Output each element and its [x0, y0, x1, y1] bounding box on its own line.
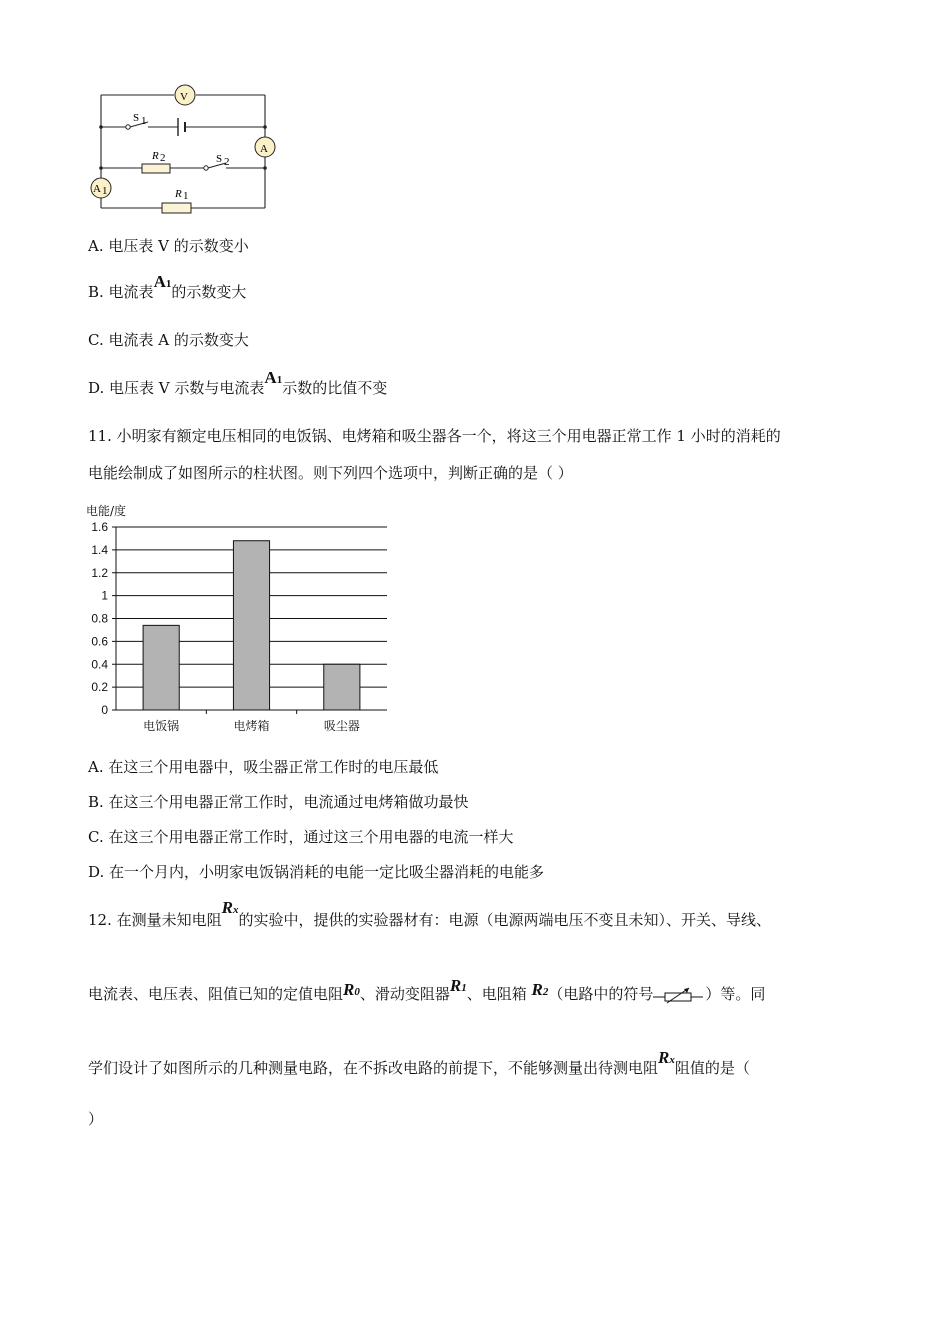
q11-option-a: A. 在这三个用电器中，吸尘器正常工作时的电压最低 [88, 758, 439, 776]
circuit-diagram [84, 82, 284, 214]
bar-2 [233, 541, 269, 710]
r1-subscript: 1 [183, 190, 189, 202]
y-tick-label: 0.4 [91, 657, 108, 672]
chart-ylabel: 电能/度 [86, 504, 127, 518]
r2-symbol: R2 [531, 980, 549, 999]
ammeter-a1-symbol: A1 [153, 272, 172, 291]
x-tick-label: 电饭锅 [143, 719, 180, 733]
y-tick-label: 0 [101, 703, 108, 717]
q11-option-d: D. 在一个月内，小明家电饭锅消耗的电能一定比吸尘器消耗的电能多 [88, 863, 545, 881]
q12-stem-line4: ） [88, 1110, 104, 1128]
energy-bar-chart [84, 498, 394, 740]
y-tick-label: 1.4 [91, 542, 108, 557]
q11-option-b: B. 在这三个用电器正常工作时，电流通过电烤箱做功最快 [88, 793, 469, 811]
switch2-label: S [216, 153, 223, 165]
q12-stem-line3: 学们设计了如图所示的几种测量电路，在不拆改电路的前提下，不能够测量出待测电阻Rx阻值的是（ [88, 1048, 750, 1077]
switch1-label: S [133, 112, 140, 124]
option-b-post: 的示数变大 [171, 283, 247, 301]
option-d-post: 示数的比值不变 [282, 379, 388, 397]
switch2-subscript: 2 [224, 156, 230, 168]
r1-symbol: R1 [449, 976, 467, 995]
option-b-pre: B. 电流表 [88, 283, 154, 301]
r2-subscript: 2 [160, 152, 166, 164]
y-tick-label: 0.2 [91, 680, 108, 695]
option-d-pre: D. 电压表 V 示数与电流表 [88, 379, 265, 397]
bar-3 [324, 664, 360, 710]
y-tick-label: 1.6 [91, 520, 108, 534]
switch1-subscript: 1 [141, 115, 147, 127]
bar-1 [143, 625, 179, 710]
q10-option-a: A. 电压表 V 的示数变小 [88, 237, 249, 255]
q12-stem-line2: 电流表、电压表、阻值已知的定值电阻R0、滑动变阻器R1、电阻箱 R2（电路中的符号 ）等。同 [88, 976, 766, 1003]
ammeter1-label: A [93, 183, 101, 195]
q10-option-d [88, 368, 388, 400]
y-tick-label: 1.2 [91, 565, 108, 580]
y-tick-label: 0.6 [91, 634, 108, 649]
q11-option-c: C. 在这三个用电器正常工作时，通过这三个用电器的电流一样大 [88, 828, 514, 846]
y-tick-label: 0.8 [91, 611, 108, 626]
q12-stem-line1: 12. 在测量未知电阻Rx的实验中，提供的实验器材有：电源（电源两端电压不变且未知）、开关、导线、 [88, 898, 771, 929]
ammeter1-subscript: 1 [102, 185, 108, 197]
x-tick-label: 吸尘器 [323, 719, 360, 733]
r2-label: R [152, 150, 159, 162]
rx-symbol: Rx [658, 1048, 675, 1067]
y-tick-label: 1 [101, 588, 108, 603]
ammeter-label: A [260, 143, 268, 155]
ammeter-a1-symbol: A1 [264, 368, 283, 387]
q11-stem-line2: 电能绘制成了如图所示的柱状图。则下列四个选项中，判断正确的是（ ） [88, 464, 573, 482]
x-tick-label: 电烤箱 [233, 719, 270, 733]
rx-symbol: Rx [221, 898, 239, 917]
r1-label: R [175, 188, 182, 200]
r0-symbol: R0 [343, 980, 360, 999]
q10-option-b [88, 272, 247, 304]
voltmeter-label: V [180, 91, 188, 103]
q11-stem-line1: 11. 小明家有额定电压相同的电饭锅、电烤箱和吸尘器各一个，将这三个用电器正常工作 1 小时的消耗的 [88, 427, 781, 445]
q10-option-c: C. 电流表 A 的示数变大 [88, 331, 249, 349]
resistance-box-symbol [653, 985, 705, 1005]
